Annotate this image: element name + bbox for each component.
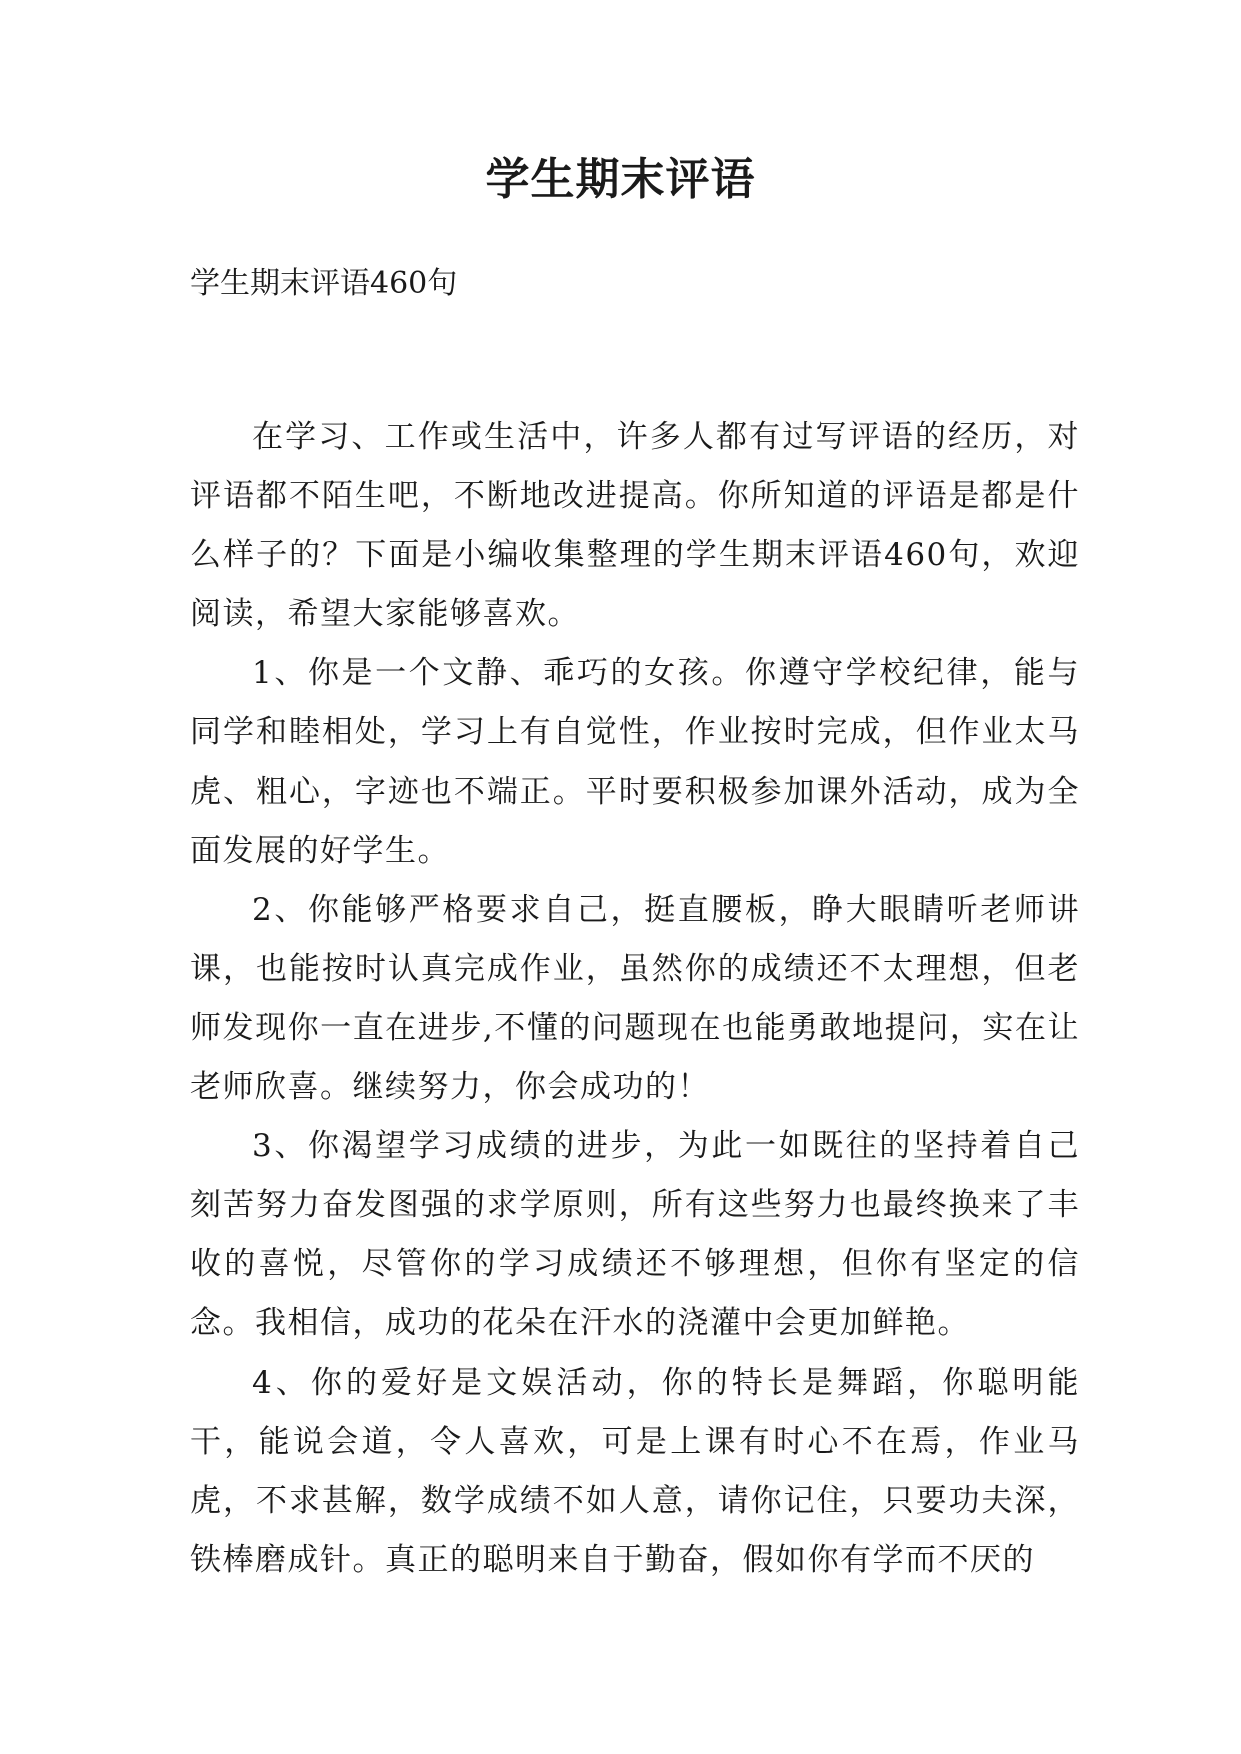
paragraph-comment-1: 1、你是一个文静、乖巧的女孩。你遵守学校纪律，能与同学和睦相处，学习上有自觉性，作业按时完成，但作业太马虎、粗心，字迹也不端正。平时要积极参加课外活动，成为全面发展的好学生。 bbox=[190, 655, 1080, 869]
paragraph-comment-2: 2、你能够严格要求自己，挺直腰板，睁大眼睛听老师讲课，也能按时认真完成作业，虽然你的成绩还不太理想，但老师发现你一直在进步,不懂的问题现在也能勇敢地提问，实在让老师欣喜。继续努力，你会成功的！ bbox=[190, 891, 1080, 1106]
paragraph-comment-3: 3、你渴望学习成绩的进步，为此一如既往的坚持着自己刻苦努力奋发图强的求学原则，所有这些努力也最终换来了丰收的喜悦，尽管你的学习成绩还不够理想，但你有坚定的信念。我相信，成功的花朵在汗水的浇灌中会更加鲜艳。 bbox=[190, 1128, 1080, 1342]
document-body bbox=[190, 408, 1080, 1590]
document-subtitle: 学生期末评语460句 bbox=[190, 266, 458, 301]
paragraph-intro: 在学习、工作或生活中，许多人都有过写评语的经历，对评语都不陌生吧，不断地改进提高。你所知道的评语是都是什么样子的？下面是小编收集整理的学生期末评语460句，欢迎阅读，希望大家能够喜欢。 bbox=[190, 419, 1080, 633]
document-title: 学生期末评语 bbox=[485, 154, 756, 205]
paragraph-comment-4: 4、你的爱好是文娱活动，你的特长是舞蹈，你聪明能干，能说会道，令人喜欢，可是上课有时心不在焉，作业马虎，不求甚解，数学成绩不如人意，请你记住，只要功夫深，铁棒磨成针。真正的聪明来自于勤奋，假如你有学而不厌的 bbox=[190, 1364, 1080, 1578]
